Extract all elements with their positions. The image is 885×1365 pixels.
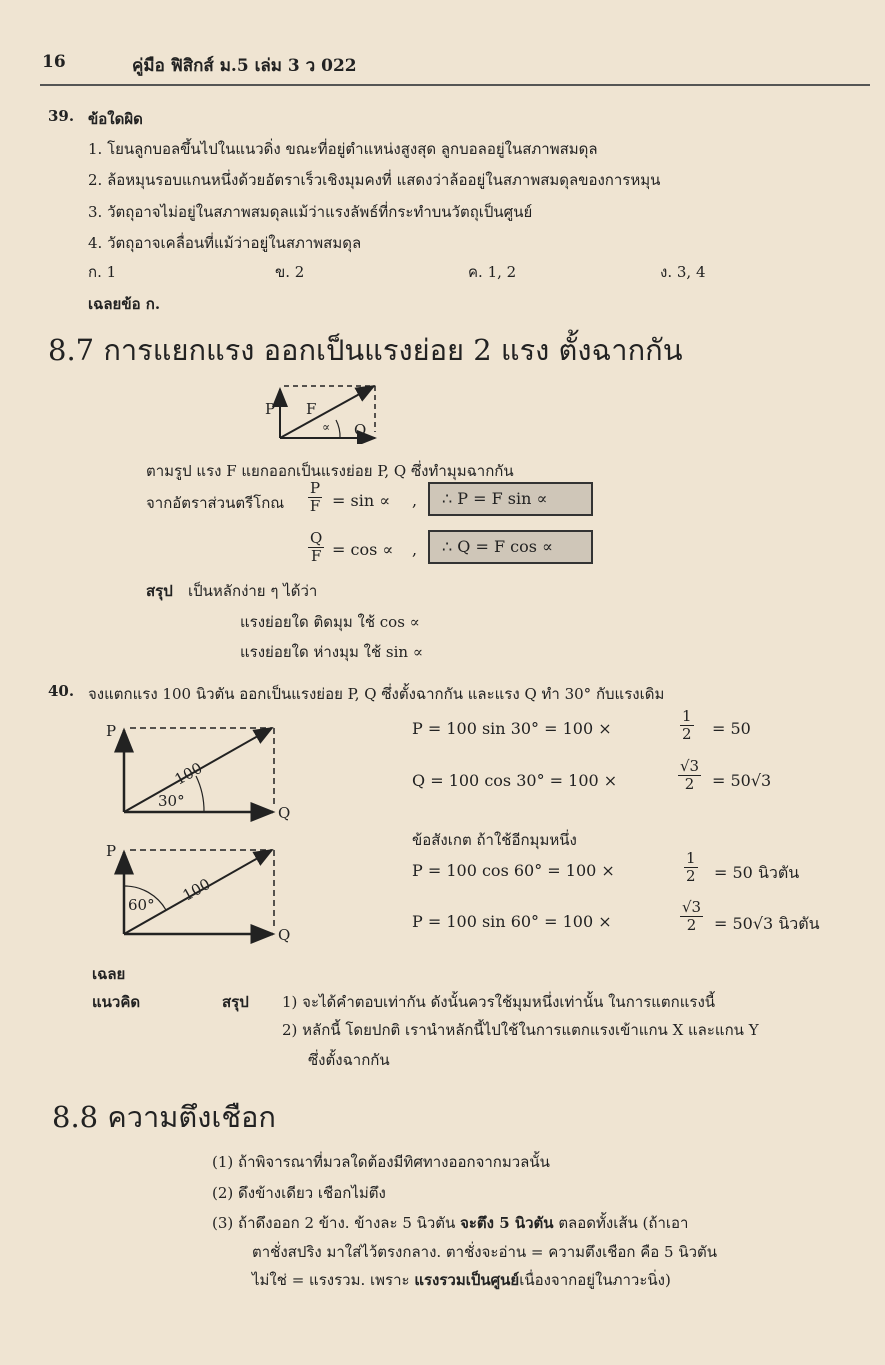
frac-den: 2 xyxy=(684,775,695,793)
fraction-q-over-f xyxy=(308,531,324,564)
label-f: F xyxy=(306,400,317,418)
rule-cos: แรงย่อยใด ติดมุม ใช้ cos ∝ xyxy=(240,613,420,631)
force-resolution-diagram xyxy=(262,380,387,444)
label-q: Q xyxy=(278,804,291,822)
label-alpha: ∝ xyxy=(322,420,331,434)
q39-choice: ง. 3, 4 xyxy=(660,263,706,281)
force-diagram-30 xyxy=(100,718,300,823)
eq4-right: = 50√3 นิวตัน xyxy=(714,914,820,933)
frac-num: √3 xyxy=(682,898,702,916)
sec87-intro: ตามรูป แรง F แยกออกเป็นแรงย่อย P, Q ซึ่งทำมุมฉากกัน xyxy=(146,462,514,480)
eq4-fraction xyxy=(680,900,703,933)
label-p: P xyxy=(265,400,276,418)
eq4-left: P = 100 sin 60° = 100 × xyxy=(412,912,612,931)
label-force: 100 xyxy=(179,874,214,905)
conclusion-label: สรุป xyxy=(222,993,249,1011)
label-angle: 60° xyxy=(128,896,155,914)
label-force: 100 xyxy=(171,758,206,789)
eq3-left: P = 100 cos 60° = 100 × xyxy=(412,861,615,880)
item3-text: ตลอดทั้งเส้น (ถ้าเอา xyxy=(553,1214,689,1232)
result-box-p: ∴ P = F sin ∝ xyxy=(428,482,593,516)
item3-text: เนื่องจากอยู่ในภาวะนิ่ง) xyxy=(519,1271,671,1289)
tension-item-3 xyxy=(212,1211,688,1235)
result-box-q: ∴ Q = F cos ∝ xyxy=(428,530,593,564)
item3-text: ไม่ใช่ = แรงรวม. เพราะ xyxy=(252,1271,415,1289)
frac-num: P xyxy=(310,479,321,497)
force-diagram-60 xyxy=(100,840,300,945)
comma: , xyxy=(412,540,418,559)
frac-num: √3 xyxy=(680,757,700,775)
q39-statement: 1. โยนลูกบอลขึ้นไปในแนวดิ่ง ขณะที่อยู่ตำแหน่งสูงสุด ลูกบอลอยู่ในสภาพสมดุล xyxy=(88,140,598,158)
q39-choice: ข. 2 xyxy=(275,263,305,281)
summary-text: เป็นหลักง่าย ๆ ได้ว่า xyxy=(188,582,318,600)
eq3-right: = 50 นิวตัน xyxy=(714,863,800,882)
q39-choice: ค. 1, 2 xyxy=(468,263,517,281)
comma: , xyxy=(412,491,418,510)
frac-den: F xyxy=(310,547,322,565)
eq2-right: = 50√3 xyxy=(712,771,772,790)
label-q: Q xyxy=(354,421,367,439)
note-label: ข้อสังเกต ถ้าใช้อีกมุมหนึ่ง xyxy=(412,831,577,849)
q39-statement: 2. ล้อหมุนรอบแกนหนึ่งด้วยอัตราเร็วเชิงมุมคงที่ แสดงว่าล้ออยู่ในสภาพสมดุลของการหมุน xyxy=(88,171,661,189)
ratio-label: จากอัตราส่วนตรีโกณ xyxy=(146,494,285,512)
q40-number: 40. xyxy=(48,682,75,700)
q40-prompt: จงแตกแรง 100 นิวตัน ออกเป็นแรงย่อย P, Q ซึ่งตั้งฉากกัน และแรง Q ทำ 30° กับแรงเดิม xyxy=(88,685,665,703)
rhs-cos: = cos ∝ xyxy=(332,540,394,559)
item3-bold: จะตึง 5 นิวตัน xyxy=(460,1214,554,1232)
rhs-sin: = sin ∝ xyxy=(332,491,391,510)
tension-item-3-line3 xyxy=(252,1268,671,1292)
frac-den: 2 xyxy=(686,867,696,885)
label-p: P xyxy=(106,722,117,740)
summary-label: สรุป xyxy=(146,582,173,600)
q39-choice: ก. 1 xyxy=(88,263,117,281)
concept-label: แนวคิด xyxy=(92,993,141,1011)
conclusion-1: 1) จะได้คำตอบเท่ากัน ดังนั้นควรใช้มุมหนึ่งเท่านั้น ในการแตกแรงนี้ xyxy=(282,993,716,1011)
rule-sin: แรงย่อยใด ห่างมุม ใช้ sin ∝ xyxy=(240,643,423,661)
conclusion-2: 2) หลักนี้ โดยปกติ เรานำหลักนี้ไปใช้ในการแตกแรงเข้าแกน X และแกน Y xyxy=(282,1021,759,1039)
frac-num: Q xyxy=(310,529,323,547)
q39-answer: เฉลยข้อ ก. xyxy=(88,295,161,313)
eq3-fraction xyxy=(684,851,698,884)
answer-label: เฉลย xyxy=(92,965,126,983)
q39-prompt: ข้อใดผิด xyxy=(88,110,143,128)
label-p: P xyxy=(106,842,117,860)
fraction-p-over-f xyxy=(308,481,322,514)
running-header-title: คู่มือ ฟิสิกส์ ม.5 เล่ม 3 ว 022 xyxy=(132,56,357,76)
q39-statement: 4. วัตถุอาจเคลื่อนที่แม้ว่าอยู่ในสภาพสมดุล xyxy=(88,234,362,252)
eq1-fraction xyxy=(680,709,694,742)
conclusion-2-cont: ซึ่งตั้งฉากกัน xyxy=(308,1051,390,1069)
q39-number: 39. xyxy=(48,107,75,125)
frac-den: 2 xyxy=(682,725,692,743)
section-8-8-title: 8.8 ความตึงเชือก xyxy=(52,1100,276,1134)
section-8-7-title: 8.7 การแยกแรง ออกเป็นแรงย่อย 2 แรง ตั้งฉากกัน xyxy=(48,333,683,367)
tension-item-3-line2: ตาชั่งสปริง มาใส่ไว้ตรงกลาง. ตาชั่งจะอ่าน = ความตึงเชือก คือ 5 นิวตัน xyxy=(252,1243,718,1261)
tension-item: (1) ถ้าพิจารณาที่มวลใดต้องมีทิศทางออกจากมวลนั้น xyxy=(212,1153,550,1171)
q39-statement: 3. วัตถุอาจไม่อยู่ในสภาพสมดุลแม้ว่าแรงลัพธ์ที่กระทำบนวัตถุเป็นศูนย์ xyxy=(88,203,533,221)
tension-item: (2) ดึงข้างเดียว เชือกไม่ตึง xyxy=(212,1184,386,1202)
eq2-left: Q = 100 cos 30° = 100 × xyxy=(412,771,618,790)
item3-text: (3) ถ้าดึงออก 2 ข้าง. ข้างละ 5 นิวตัน xyxy=(212,1214,461,1232)
frac-num: 1 xyxy=(682,707,692,725)
page-number: 16 xyxy=(42,52,66,72)
eq2-fraction xyxy=(678,759,701,792)
header-rule xyxy=(40,84,870,86)
frac-num: 1 xyxy=(686,849,696,867)
eq1-right: = 50 xyxy=(712,719,751,738)
item3-bold: แรงรวมเป็นศูนย์ xyxy=(414,1271,520,1289)
label-q: Q xyxy=(278,926,291,944)
label-angle: 30° xyxy=(158,792,185,810)
frac-den: 2 xyxy=(686,916,697,934)
eq1-left: P = 100 sin 30° = 100 × xyxy=(412,719,612,738)
frac-den: F xyxy=(309,497,321,515)
